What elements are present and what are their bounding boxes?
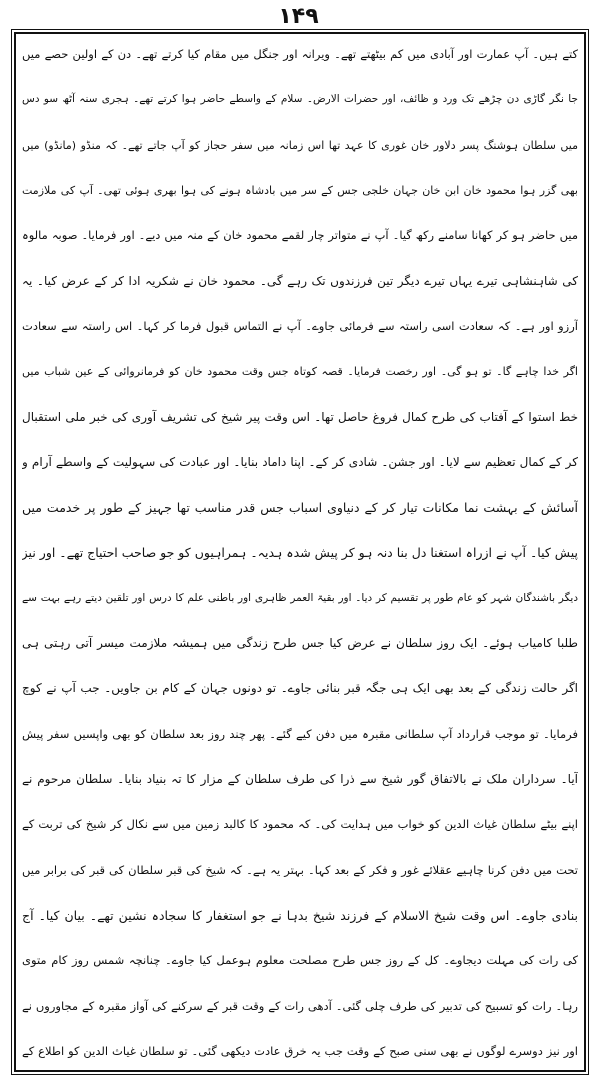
text-line: کی رات کی مہلت دیجاوے۔ کل کے روز جس طرح مصلحت معلوم ہوعمل کیا جاوے۔ چنانچہ شمس روز کام متوی xyxy=(22,953,578,968)
text-line: کر کے کمال تعظیم سے لایا۔ اور جشن۔ شادی کر کے۔ اپنا داماد بنایا۔ اور عبادت کی سہولیت کے واسطے آرام و xyxy=(22,454,578,469)
text-line: میں حاضر ہو کر کھانا سامنے رکھ گیا۔ آپ نے متواتر چار لقمے محمود خان کے منہ میں دیے۔ اور فرمایا۔ صوبہ مالوہ xyxy=(22,228,578,243)
text-line: کی شاہنشاہی تیرے یہاں تیرے دیگر تین فرزندوں تک رہے گی۔ محمود خان نے شکریہ ادا کر کے عرض کیا۔ یہ xyxy=(22,273,578,288)
text-line: اگر خدا چاہے گا۔ تو ہو گی۔ اور رخصت فرمایا۔ قصہ کوتاہ جس وقت محمود خان کو فرمانروائی کے عین شباب میں xyxy=(22,365,578,379)
text-line: آرزو اور ہے۔ کہ سعادت اسی راستہ سے فرمائی جاوے۔ آپ نے التماس قبول فرما کر کہا۔ اس راستہ سے سعادت xyxy=(22,318,578,333)
text-line: رہا۔ رات کو تسبیح کی تدبیر کی طرف چلی گئی۔ آدھی رات کے وقت قبر کے سرکنے کی آواز مقبرہ کے مجاوروں نے xyxy=(22,998,578,1013)
text-line: دیگر باشندگان شہر کو عام طور پر تقسیم کر دیا۔ اور بقیۃ العمر ظاہری اور باطنی علم کا درس اور تلقین دیتے رہے بہت سے xyxy=(22,591,578,604)
text-line: تحت میں دفن کرنا چاہیے عقلائے غور و فکر کے بعد کہا۔ بہتر یہ ہے۔ کہ شیخ کی قبر سلطان کی قبر کی برابر میں xyxy=(22,862,578,877)
text-line: جا نگر گاڑی دن چڑھے تک ورد و ظائف، اور حضرات الارض۔ سلام کے واسطے حاضر ہوا کرتے تھے۔ ہجری سنہ آٹھ سو دس xyxy=(22,93,578,106)
text-line: بھی گزر ہوا محمود خان ابن خان جہان خلجی جس کے سر میں بادشاہ ہونے کی ہوا بھری ہوئی تھی۔ آپ کی ملازمت xyxy=(22,183,578,197)
text-line: آیا۔ سرداران ملک نے بالاتفاق گور شیخ سے ذرا کی طرف سلطان کے مزار کا تہ بنیاد بنایا۔ سلطان مرحوم نے xyxy=(22,772,578,786)
text-line: فرمایا۔ تو موجب قرارداد آپ سلطانی مقبرہ میں دفن کیے گئے۔ پھر چند روز بعد سلطان کو بھی واپسیں سفر پیش xyxy=(22,726,578,741)
text-line: کتے ہیں۔ آپ عمارت اور آبادی میں کم بیٹھتے تھے۔ ویرانہ اور جنگل میں مقام کیا کرتے تھے۔ دن کے اولین حصے میں xyxy=(22,47,578,61)
text-line: طلبا کامیاب ہوئے۔ ایک روز سلطان نے عرض کیا جس طرح زندگی میں ہمیشہ ملازمت میسر آتی رہتی ہی xyxy=(22,636,578,651)
text-line: بنادی جاوے۔ اس وقت شیخ الاسلام کے فرزند شیخ بدہا نے جو استغفار کا سجادہ نشین تھے۔ بیان کیا۔ آج xyxy=(22,907,578,923)
body-text xyxy=(22,40,578,1066)
text-line: اور نیز دوسرے لوگوں نے بھی سنی صبح کے وقت جب یہ خرق عادت دیکھی گئی۔ تو سلطان غیاث الدین کو اطلاع کے xyxy=(22,1043,578,1058)
text-line: اگر حالت زندگی کے بعد بھی ایک ہی جگہ قبر بنائی جاوے۔ تو دونوں جہان کے کام بن جاویں۔ جب آپ نے کوچ xyxy=(22,681,578,696)
text-line: میں سلطان ہوشنگ پسر دلاور خان غوری کا عہد تھا اس زمانہ میں سفر حجاز کو آپ جاتے تھے۔ کہ منڈو (مانڈو) میں xyxy=(22,138,578,152)
text-line: اپنے بیٹے سلطان غیاث الدین کو خواب میں ہدایت کی۔ کہ محمود کا کالبد زمین میں سے نکال کر شیخ کی تربت کے xyxy=(22,817,578,832)
page-number: ۱۴۹ xyxy=(278,4,319,29)
text-line: خط استوا کے آفتاب کی طرح کمال فروغ حاصل تھا۔ اس وقت پیر شیخ کی تشریف آوری کی خبر ملی استقبال xyxy=(22,409,578,424)
text-line: آسائش کے بہشت نما مکانات تیار کر کے دنیاوی اسباب جس قدر مناسب تھا جہیز کے طور پر خدمت میں xyxy=(22,500,578,516)
text-line: پیش کیا۔ آپ نے ازراہ استغنا دل بنا دنہ ہو کر پیش شدہ ہدیہ۔ ہمراہیوں کو جو صاحب احتیاج تھے۔ اور نیز xyxy=(22,545,578,561)
